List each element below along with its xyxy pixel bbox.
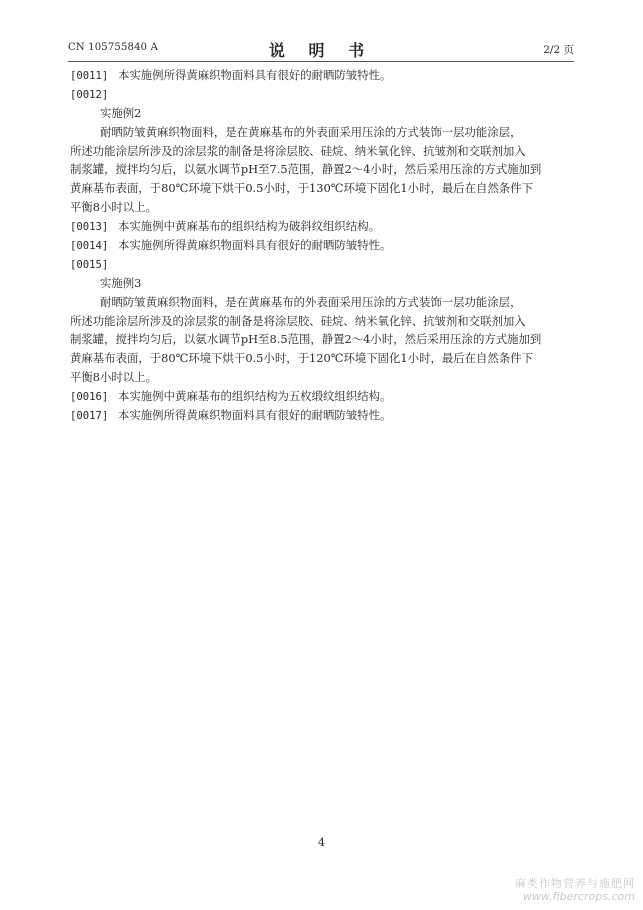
paragraph-text: 本实施例中黄麻基布的组织结构为破斜纹组织结构。 xyxy=(118,219,380,234)
paragraph-text: 所述功能涂层所涉及的涂层浆的制备是将涂层胶、硅烷、纳米氧化锌、抗皱剂和交联剂加入 xyxy=(70,313,526,328)
document-title: 说 明 书 xyxy=(268,41,374,60)
paragraph-text: 本实施例中黄麻基布的组织结构为五枚缎纹组织结构。 xyxy=(118,389,392,404)
paragraph-line xyxy=(70,217,576,236)
paragraph-line xyxy=(70,85,576,104)
paragraph-line xyxy=(70,406,576,425)
paragraph-text: 制浆罐，搅拌均匀后，以氨水调节pH至8.5范围，静置2～4小时，然后采用压涂的方式施加到 xyxy=(70,332,542,347)
site-watermark xyxy=(515,877,635,903)
document-body xyxy=(70,66,576,425)
paragraph-text: 耐晒防皱黄麻织物面料，是在黄麻基布的外表面采用压涂的方式装饰一层功能涂层， xyxy=(100,124,522,139)
paragraph-line xyxy=(70,160,576,179)
paragraph-line xyxy=(70,255,576,274)
paragraph-line xyxy=(70,330,576,349)
paragraph-text: 制浆罐，搅拌均匀后，以氨水调节pH至7.5范围，静置2～4小时，然后采用压涂的方式施加到 xyxy=(70,162,542,177)
page-indicator: 2/2 页 xyxy=(543,44,574,56)
paragraph-line xyxy=(70,198,576,217)
paragraph-text: 所述功能涂层所涉及的涂层浆的制备是将涂层胶、硅烷、纳米氧化锌、抗皱剂和交联剂加入 xyxy=(70,143,526,158)
example-heading-text: 实施例2 xyxy=(100,105,142,120)
paragraph-number: [0017] xyxy=(70,410,109,423)
paragraph-text: 黄麻基布表面，于80℃环境下烘干0.5小时，于130℃环境下固化1小时，最后在自然条件下 xyxy=(70,181,533,196)
example-heading xyxy=(70,104,576,123)
paragraph-text: 黄麻基布表面，于80℃环境下烘干0.5小时，于120℃环境下固化1小时，最后在自然条件下 xyxy=(70,351,533,366)
example-heading xyxy=(70,274,576,293)
paragraph-number: [0016] xyxy=(70,391,109,404)
paragraph-line xyxy=(70,123,576,142)
paragraph-number: [0013] xyxy=(70,221,109,234)
paragraph-text: 平衡8小时以上。 xyxy=(70,370,157,385)
paragraph-line xyxy=(70,142,576,161)
paragraph-text: 本实施例所得黄麻织物面料具有很好的耐晒防皱特性。 xyxy=(118,238,392,253)
paragraph-number: [0014] xyxy=(70,240,109,253)
paragraph-line xyxy=(70,387,576,406)
paragraph-text: 本实施例所得黄麻织物面料具有很好的耐晒防皱特性。 xyxy=(118,408,392,423)
patent-number: CN 105755840 A xyxy=(68,42,159,53)
page-header xyxy=(68,38,574,60)
paragraph-line xyxy=(70,179,576,198)
paragraph-text: 本实施例所得黄麻织物面料具有很好的耐晒防皱特性。 xyxy=(118,68,392,82)
example-heading-text: 实施例3 xyxy=(100,275,142,290)
paragraph-line xyxy=(70,293,576,312)
paragraph-line xyxy=(70,66,576,85)
paragraph-text: 耐晒防皱黄麻织物面料，是在黄麻基布的外表面采用压涂的方式装饰一层功能涂层， xyxy=(100,294,522,309)
header-divider xyxy=(68,61,574,62)
paragraph-line xyxy=(70,236,576,255)
page-number: 4 xyxy=(318,836,325,849)
paragraph-line xyxy=(70,312,576,331)
paragraph-number: [0012] xyxy=(70,88,109,101)
paragraph-line xyxy=(70,368,576,387)
watermark-url: www.fibercrops.com xyxy=(522,890,635,903)
paragraph-number: [0015] xyxy=(70,258,109,271)
paragraph-number: [0011] xyxy=(70,70,109,82)
paragraph-line xyxy=(70,349,576,368)
watermark-text: 麻类作物营养与施肥网 xyxy=(515,877,635,890)
paragraph-text: 平衡8小时以上。 xyxy=(70,200,157,215)
